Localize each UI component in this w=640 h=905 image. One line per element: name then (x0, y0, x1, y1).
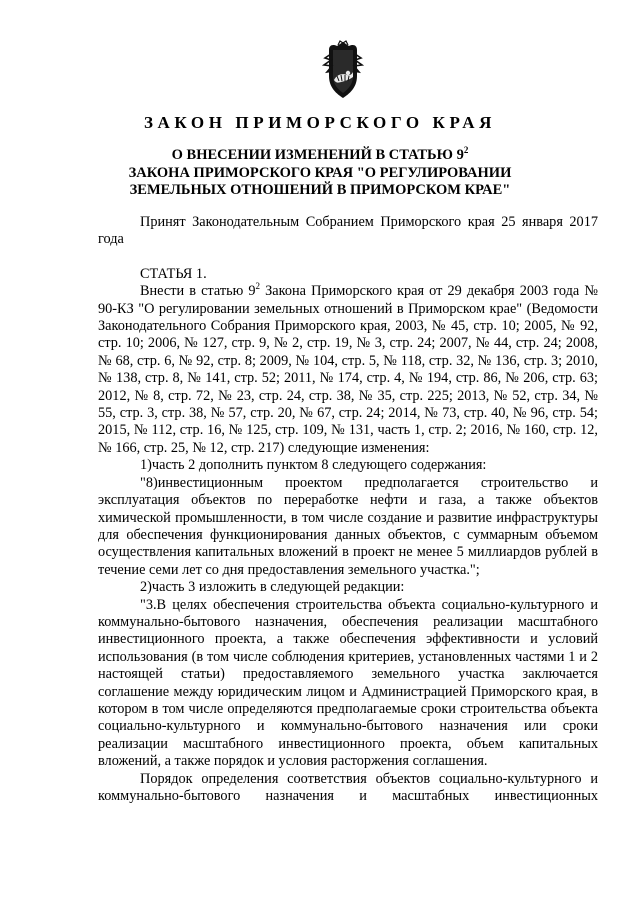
article-intro: Внести в статью $9^2$ Закона Приморского края от 29 декабря 2003 года № 90-КЗ "О регулировании земельных отношений в Приморском крае" (Ведомости Законодательного Собрания Приморского края, 2003, № 45, стр. 10; 2005, № 92, стр. 10; 2006, № 127, стр. 9, № 2, стр. 19, № 3, стр. 24; 2007, № 44, стр. 24; 2008, № 68, стр. 6, № 92, стр. 8; 2009, № 104, стр. 5, № 118, стр. 32, № 136, стр. 3; 2010, № 138, стр. 8, № 141, стр. 52; 2011, № 174, стр. 4, № 194, стр. 86, № 206, стр. 63; 2012, № 8, стр. 72, № 23, стр. 24, стр. 38, № 35, стр. 225; 2013, № 52, стр. 34, № 55, стр. 3, стр. 38, № 57, стр. 20, № 67, стр. 24; 2014, № 73, стр. 40, № 96, стр. 54; 2015, № 112, стр. 16, № 125, стр. 109, № 131, часть 1, стр. 2; 2016, № 160, стр. 12, № 166, стр. 25, № 12, стр. 217) следующие изменения: (98, 281, 598, 456)
amendment-item-1: 1)часть 2 дополнить пунктом 8 следующего содержания: (140, 457, 487, 474)
subtitle-line-2: ЗАКОНА ПРИМОРСКОГО КРАЯ "О РЕГУЛИРОВАНИИ (128, 164, 512, 181)
subtitle-line-3: ЗЕМЕЛЬНЫХ ОТНОШЕНИЙ В ПРИМОРСКОМ КРАЕ" (129, 182, 511, 198)
procedure-paragraph: Порядок определения соответствия объектов социально-культурного и коммунально-бытового назначения и масштабных инвестиционных (98, 770, 598, 804)
primorsky-krai-coat-of-arms-icon (319, 40, 367, 100)
superscript: 2 (463, 145, 469, 156)
subtitle-line-1: О ВНЕСЕНИИ ИЗМЕНЕНИЙ В СТАТЬЮ $9^2$ (171, 145, 469, 163)
amendment-item-1-text: "8)инвестиционным проектом предполагается строительство и эксплуатация объектов по переработке нефти и газа, а также объектов химической промышленности, в том числе создание и развитие инфраструктуры для обеспечения функционирования данных объектов, с суммарным объемом осуществления капитальных вложений в проект не менее 5 миллиардов рублей в течение семи лет со дня предоставления земельного участка."; (98, 474, 598, 578)
law-subtitle (80, 147, 560, 200)
amendment-item-2-text: "3.В целях обеспечения строительства объекта социально-культурного и коммунально-бытового назначения, обеспечения реализации масштабного инвестиционного проекта, а также обеспечения эффективности и условий использования (в том числе соблюдения критериев, установленных частями 1 и 2 настоящей статьи) предоставляемого земельного участка заключается соглашение между юридическим лицом и Администрацией Приморского края, в котором в том числе определяются предполагаемые сроки строительства объекта социально-культурного и коммунально-бытового назначения или сроки реализации масштабного инвестиционного проекта, объем капитальных вложений, а также порядок и условия расторжения соглашения. (98, 596, 598, 770)
adoption-note: Принят Законодательным Собранием Приморского края 25 января 2017 года (98, 214, 598, 248)
article-heading: СТАТЬЯ 1. (140, 265, 207, 282)
amendment-item-2: 2)часть 3 изложить в следующей редакции: (140, 579, 405, 596)
superscript: 2 (255, 281, 261, 292)
document-body (98, 214, 598, 805)
law-title: ЗАКОН ПРИМОРСКОГО КРАЯ (143, 113, 497, 132)
